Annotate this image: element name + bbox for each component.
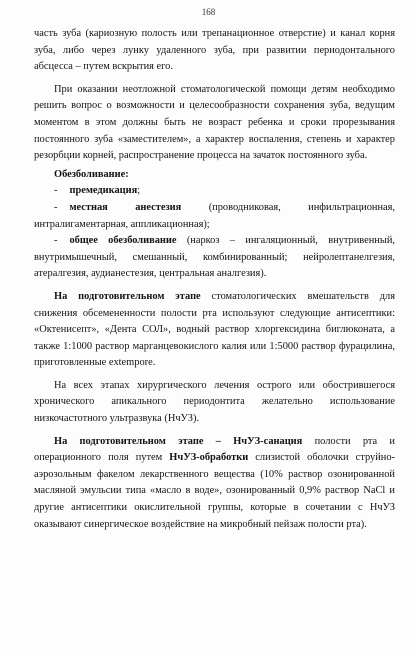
paragraph-emergency-care: При оказании неотложной стоматологической помощи детям необходимо решить вопрос о возможности и целесообразности сохранения зуба, ведущим моментом в этом должны быть не возраст ребенка и сроки прорезывания постоянного зуба «заместителем», а характер воспаления, степень и характер резорбции корней, распространение процесса на зачаток постоянного зуба.	[34, 83, 395, 162]
paragraph-antiseptics: На подготовительном этапе стоматологических вмешательств для снижения обсемененности полости рта используют следующие антисептики: «Октенисепт», «Дента СОЛ», водный раствор хлоргексидина биглюконата, а также 1:1000 раствор марганцевокислого калия или 1:5000 раствор фурацилина, приготовленные extempore.	[34, 290, 395, 369]
list-item	[34, 183, 395, 200]
list-item-term: общее обезболивание	[69, 235, 177, 247]
list-dash: -	[54, 235, 58, 247]
list-item-text: (наркоз – ингаляционный, внутривенный, внутримышечный, смешанный, комбинированный; нейролептанелгезия, атералгезия, аудианестезия, центральная аналгезия).	[34, 235, 395, 280]
paragraph-lead: На подготовительном этапе	[54, 290, 201, 302]
paragraph-lead: На подготовительном этапе – НчУЗ-санация	[54, 435, 303, 447]
term-treatment: НчУЗ-обработки	[169, 452, 249, 464]
paragraph-intro: часть зуба (кариозную полость или трепанационное отверстие) и канал корня зуба, либо через лунку удаленного зуба, при развитии периодонтального абсцесса – путем вскрытия его.	[34, 28, 395, 73]
page-body	[34, 26, 395, 533]
paragraph-sanitation: На подготовительном этапе – НчУЗ-санация полости рта и операционного поля путем НчУЗ-обработки слизистой оболочки струйно-аэрозольным факелом лекарственного вещества (10% раствор озонированной масляной эмульсии типа «масло в воде», озонированный 0,9% раствор NaCl и другие антисептики окислительной группы, которые в сочетании с НчУЗ оказывают синергическое воздействие на микробный пейзаж полости рта).	[34, 435, 395, 530]
list-item-text: (проводниковая, инфильтрационная, интралигаментарная, аппликационная);	[34, 201, 396, 230]
paragraph-ultrasound: На всех этапах хирургического лечения острого или обострившегося хронического апикального периодонтита желательно использование низкочастотного ультразвука (НчУЗ).	[34, 379, 395, 425]
list-item	[34, 233, 395, 283]
section-heading-anesthesia: Обезболивание:	[54, 168, 129, 180]
list-item	[34, 200, 395, 233]
list-item-term: местная анестезия	[69, 201, 182, 213]
list-item-text: ;	[137, 185, 141, 197]
list-item-term: премедикация	[69, 185, 138, 197]
page-number: 168	[201, 7, 216, 17]
list-dash: -	[54, 185, 58, 197]
list-dash: -	[54, 201, 58, 213]
